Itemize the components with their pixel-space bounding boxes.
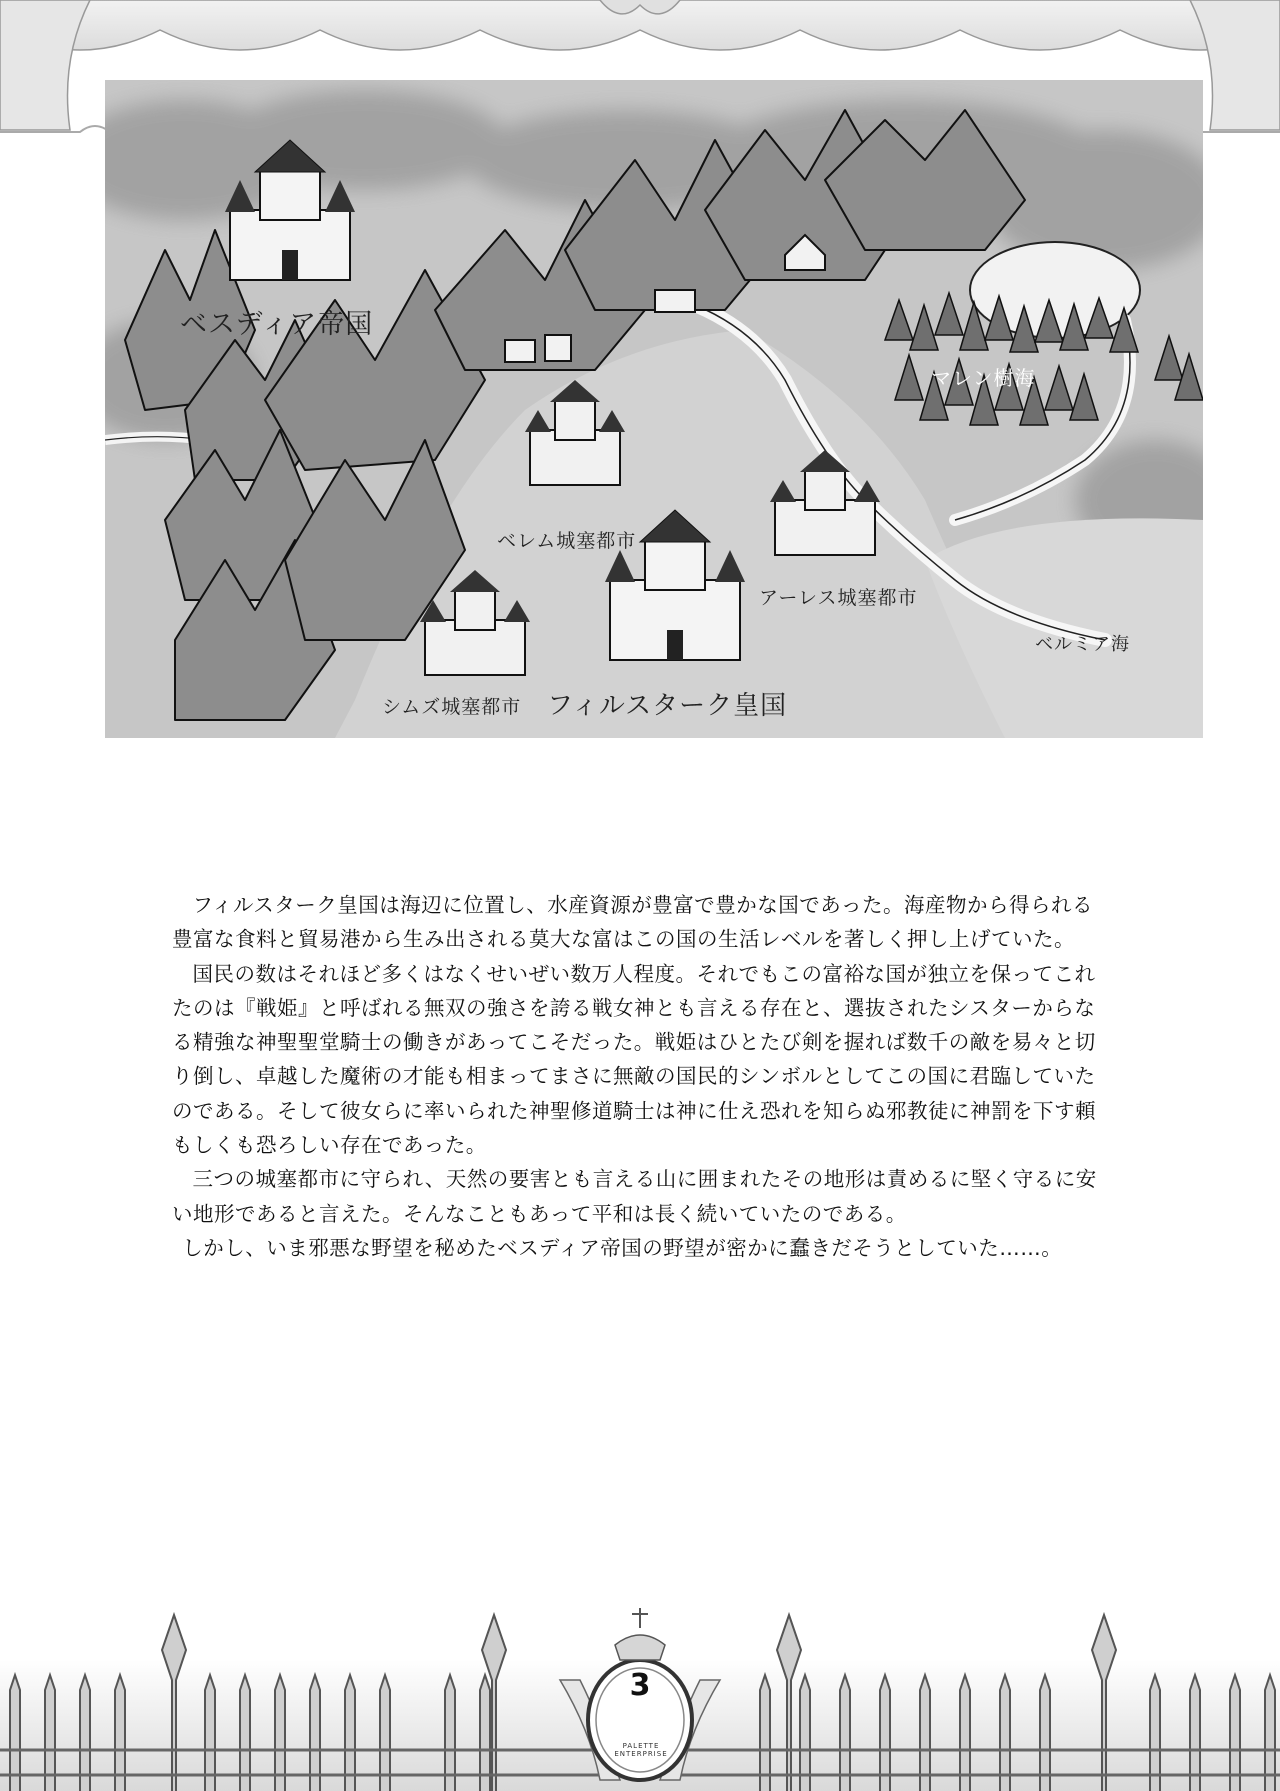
emblem-text: PALETTE ENTERPRISE bbox=[614, 1742, 668, 1758]
label-filstark: フィルスターク皇国 bbox=[547, 691, 788, 721]
label-shimuz: シムズ城塞都市 bbox=[382, 696, 522, 718]
page-number: 3 bbox=[629, 1668, 651, 1703]
label-ares: アーレス城塞都市 bbox=[759, 587, 918, 609]
label-belem: ベレム城塞都市 bbox=[497, 530, 637, 552]
label-belmia: ベルミア海 bbox=[1035, 634, 1130, 655]
story-paragraph-4: しかし、いま邪悪な野望を秘めたベスディア帝国の野望が密かに蠢きだそうとしていた……。 bbox=[182, 1235, 1063, 1260]
story-paragraph-3: 三つの城塞都市に守られ、天然の要害とも言える山に囲まれたその地形は責めるに堅く守るに安い地形であると言えた。そんなこともあって平和は長く続いていたのである。 bbox=[172, 1167, 1097, 1226]
story-paragraph-2: 国民の数はそれほど多くはなくせいぜい数万人程度。それでもこの富裕な国が独立を保ってこれたのは『戦姫』と呼ばれる無双の強さを誇る戦女神とも言える存在と、選抜されたシスターからなる精強な神聖聖堂騎士の働きがあってこそだった。戦姫はひとたび剣を握れば数千の敵を易々と切り倒し、卓越した魔術の才能も相まってまさに無敵の国民的シンボルとしてこの国に君臨していたのである。そして彼女らに率いられた神聖修道騎士は神に仕え恐れを知らぬ邪教徒に神罰を下す頼もしくも恐ろしい存在であった。 bbox=[172, 961, 1096, 1158]
label-marren: マレン樹海 bbox=[931, 366, 1036, 390]
story-paragraph-1: フィルスターク皇国は海辺に位置し、水産資源が豊富で豊かな国であった。海産物から得られる豊富な食料と貿易港から生み出される莫大な富はこの国の生活レベルを著しく押し上げていた。 bbox=[172, 893, 1094, 952]
world-map bbox=[105, 80, 1203, 738]
label-bestia: ベスディア帝国 bbox=[180, 309, 374, 340]
story-text bbox=[172, 888, 1112, 1265]
